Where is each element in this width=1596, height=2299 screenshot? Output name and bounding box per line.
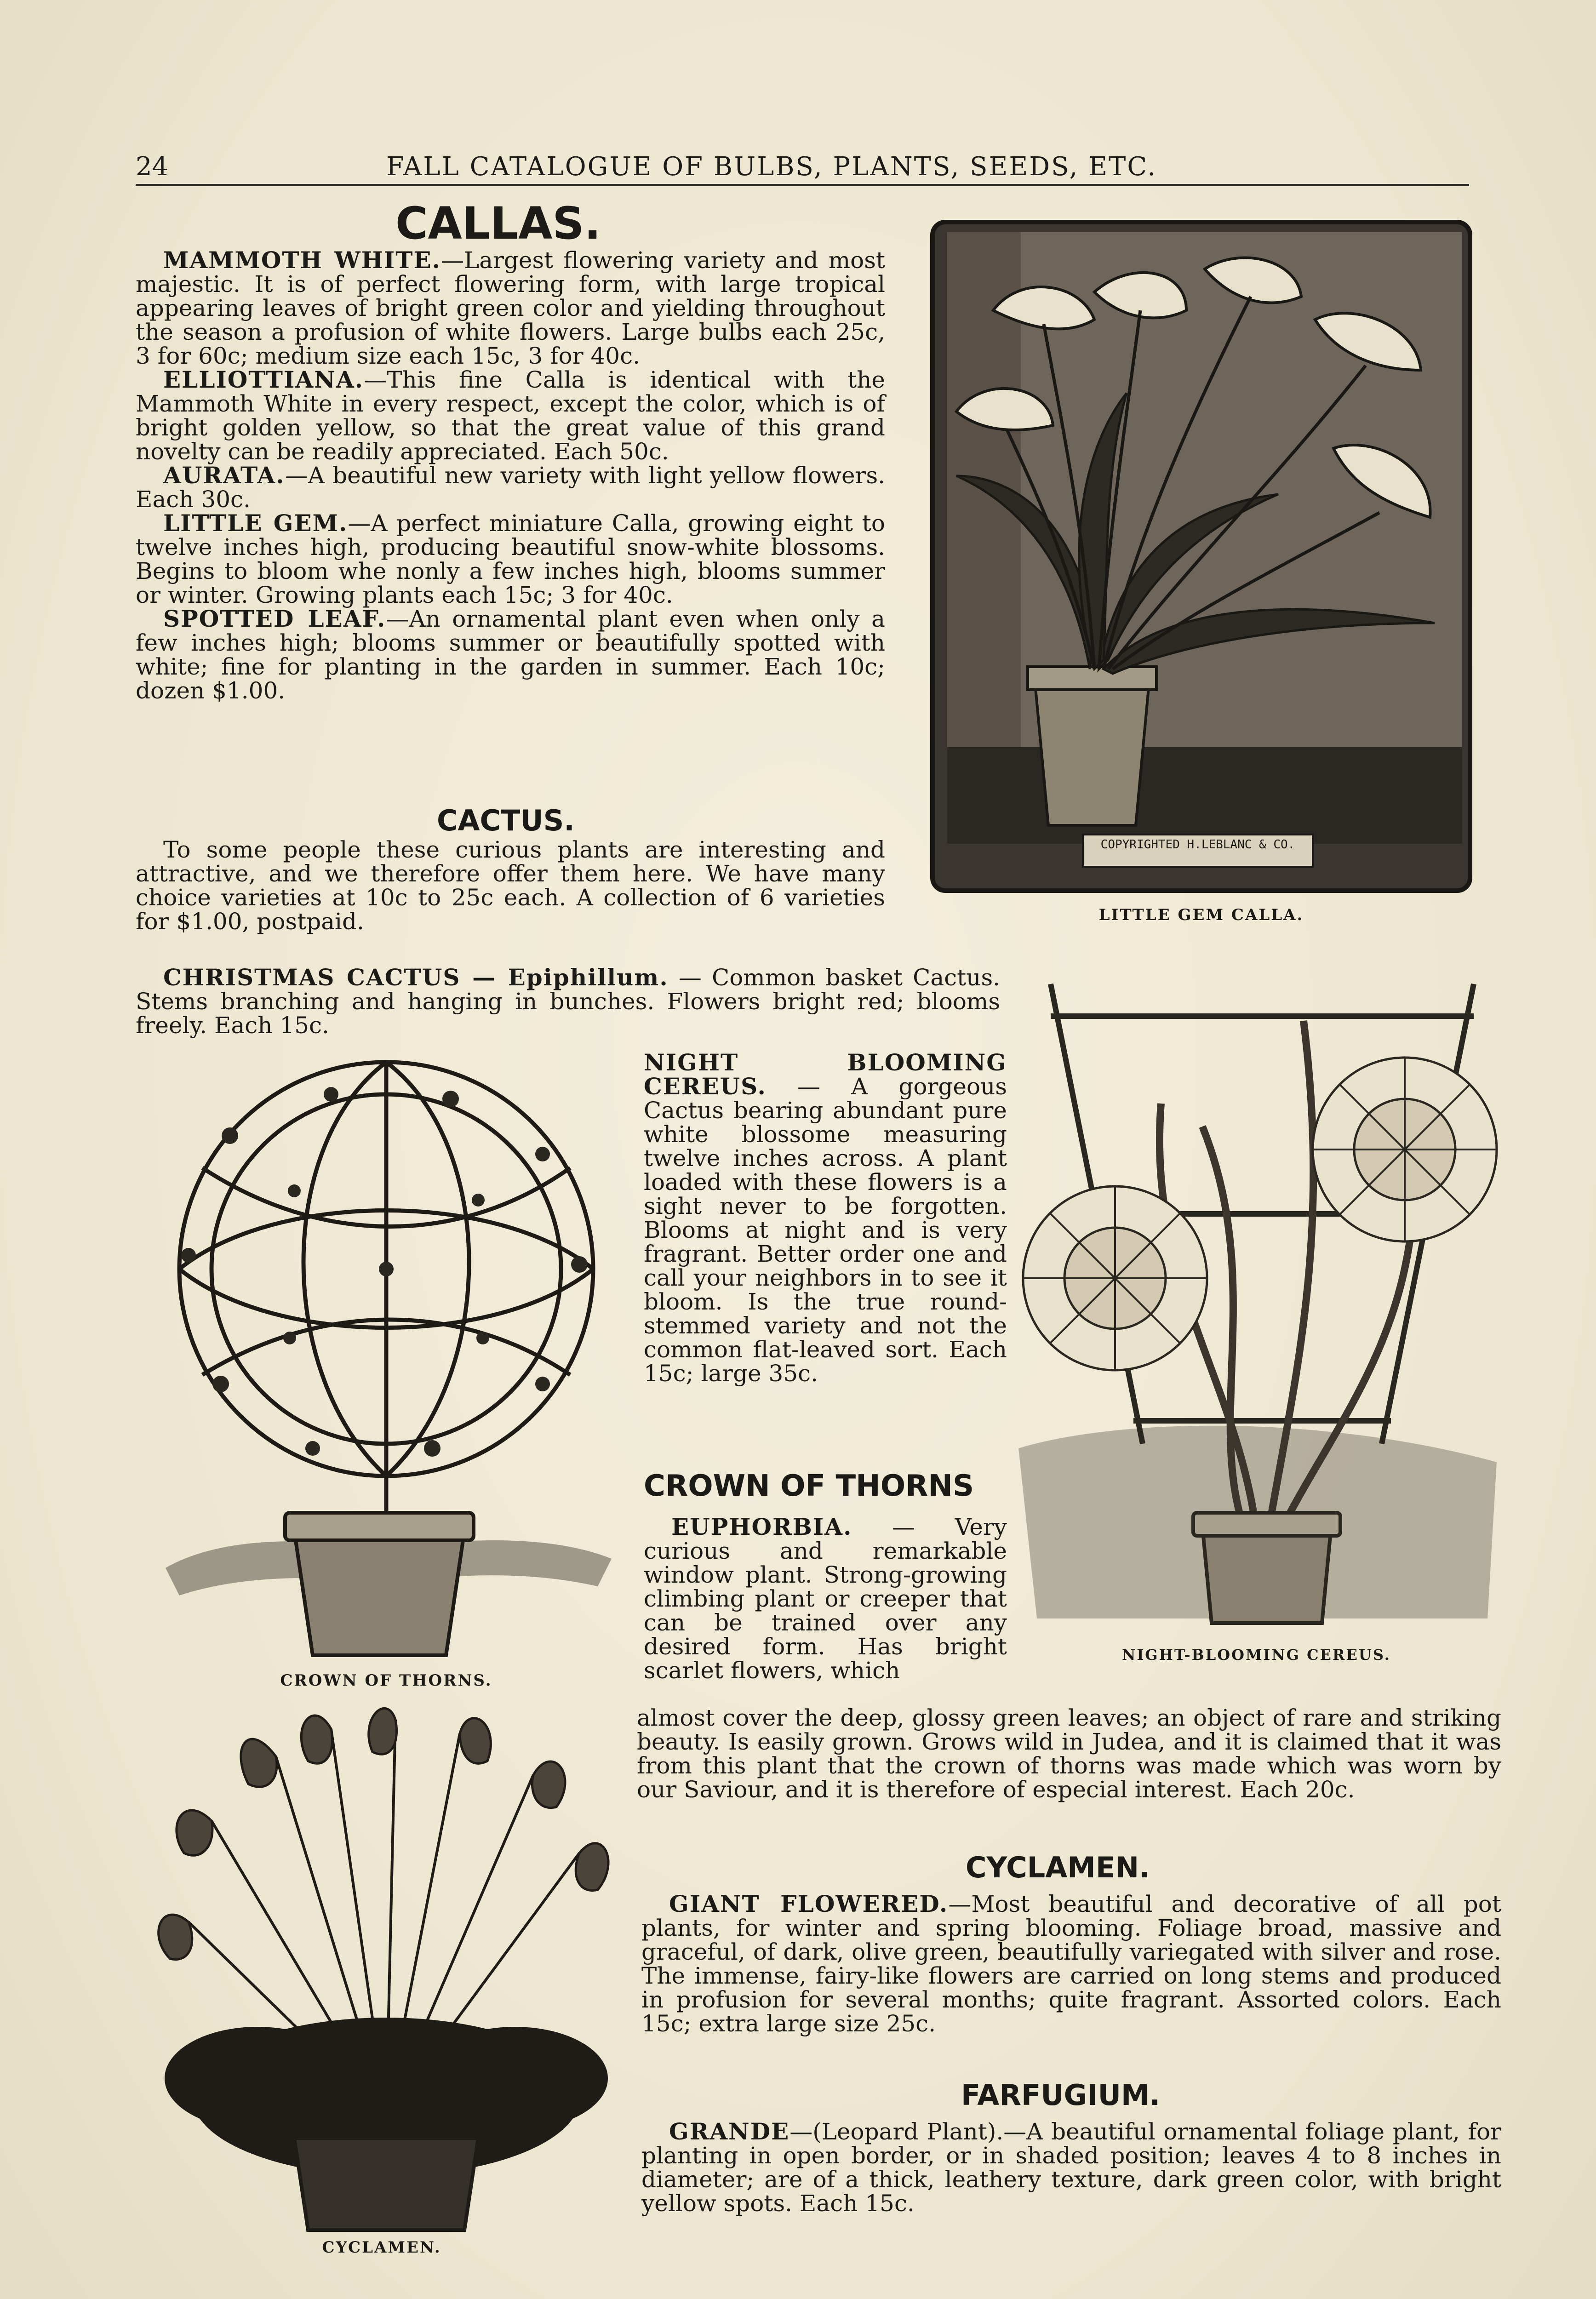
cyclamen-engraving [138,1701,625,2235]
farfugium-text: —(Leopard Plant).—A beautiful ornamental foliage plant, for planting in open border, or in shaded position; leaves 4 to 8 inches in diameter; are of a thick, leathery texture, dark green color, with bright yellow spots. Each 15c. [641,2118,1501,2217]
page-number: 24 [136,152,169,182]
little-gem-calla-caption: LITTLE GEM CALLA. [1098,906,1304,924]
cyclamen-heading: CYCLAMEN. [966,1851,1150,1884]
christmas-cactus-text: — Common basket Cactus. Stems branching and hanging in bunches. Flowers bright red; blooms freely. Each 15c. [136,964,1001,1039]
mammoth-white-text: —Largest flowering variety and most majestic. It is of perfect flowering form, with large tropical appearing leaves of bright green color and yielding throughout the season a profusion of white flowers. Large bulbs each 25c, 3 for 60c; medium size each 15c, 3 for 40c. [136,247,885,369]
aurata-name: AURATA. [163,462,285,489]
night-cereus-name: NIGHT BLOOMING CEREUS. [644,1049,1007,1100]
cactus-intro: To some people these curious plants are interesting and attractive, and we therefore offer them here. We have many choice varieties at 10c to 25c each. A collection of 6 varieties for $1.00, postpaid. [136,836,885,935]
mammoth-white-name: MAMMOTH WHITE. [163,246,441,274]
cactus-heading: CACTUS. [437,804,575,837]
callas-heading: CALLAS. [395,198,601,249]
christmas-cactus-entry [136,966,1000,1037]
crown-heading: CROWN OF THORNS [644,1469,974,1503]
spotted-leaf-name: SPOTTED LEAF. [163,605,386,632]
night-cereus-entry [644,1051,1007,1385]
callas-text [136,248,885,703]
crown-of-thorns-illustration [138,1053,635,1669]
cereus-engraving [1009,966,1504,1637]
farfugium-name: GRANDE [669,2118,790,2145]
little-gem-name: LITTLE GEM. [163,509,348,537]
elliottiana-entry [136,368,885,463]
cyclamen-text: —Most beautiful and decorative of all pot plants, for winter and spring blooming. Foliage broad, massive and graceful, of dark, olive green, beautifully variegated with silver and rose. The immense, fairy-like flowers are carried on long stems and produced in profusion for several months; quite fragrant. Assorted colors. Each 15c; extra large size 25c. [641,1891,1501,2037]
cyclamen-entry [641,1892,1501,2036]
christmas-cactus-name: CHRISTMAS CACTUS — Epiphillum. [163,964,669,991]
euphorbia-name: EUPHORBIA. [671,1513,852,1540]
night-cereus-caption: NIGHT-BLOOMING CEREUS. [1122,1646,1391,1664]
cyclamen-illustration [138,1701,625,2235]
little-gem-calla-illustration [929,218,1474,894]
elliottiana-text: —This fine Calla is identical with the Mammoth White in every respect, except the color, which is of bright golden yellow, so that the great value of this grand novelty can be readily appreciated. Each 50c. [136,366,885,465]
euphorbia-text-b: almost cover the deep, glossy green leaves; an object of rare and striking beauty. Is easily grown. Grows wild in Judea, and it is claimed that it was from this plant that the crown of thorns was made which was worn by our Saviour, and it is therefore of especial interest. Each 20c. [637,1704,1501,1803]
night-cereus-illustration [1009,966,1504,1637]
header-rule [136,184,1469,186]
crown-engraving [138,1053,635,1669]
calla-engraving [929,218,1474,894]
euphorbia-entry-a [644,1515,1007,1682]
mammoth-white-entry [136,248,885,368]
farfugium-heading: FARFUGIUM. [961,2078,1161,2112]
running-title: FALL CATALOGUE OF BULBS, PLANTS, SEEDS, ETC. [386,152,1157,182]
calla-copyright: COPYRIGHTED H.LEBLANC & CO. [1100,838,1295,852]
night-cereus-text: — A gorgeous Cactus bearing abundant pure white blossome measuring twelve inches across. A plant loaded with these flowers is a sight never to be forgotten. Blooms at night and is very fragrant. Better order one and call your neighbors in to see it bloom. Is the true round-stemmed variety and not the common flat-leaved sort. Each 15c; large 35c. [644,1073,1007,1387]
little-gem-text: —A perfect miniature Calla, growing eight to twelve inches high, producing beautiful snow-white blossoms. Begins to bloom whe nonly a few inches high, blooms summer or winter. Growing plants each 15c; 3 for 40c. [136,510,885,608]
elliottiana-name: ELLIOTTIANA. [163,366,364,393]
aurata-text: —A beautiful new variety with light yellow flowers. Each 30c. [136,462,885,513]
little-gem-entry [136,511,885,607]
euphorbia-text-a: — Very curious and remarkable window plant. Strong-growing climbing plant or creeper that can be trained over any desired form. Has bright scarlet flowers, which [644,1514,1007,1684]
farfugium-entry [641,2120,1501,2215]
spotted-leaf-text: —An ornamental plant even when only a few inches high; blooms summer or beautifully spotted with white; fine for planting in the garden in summer. Each 10c; dozen $1.00. [136,606,885,704]
crown-of-thorns-caption: CROWN OF THORNS. [280,1671,492,1690]
spotted-leaf-entry [136,607,885,703]
aurata-entry [136,463,885,511]
cyclamen-caption: CYCLAMEN. [322,2238,441,2257]
cyclamen-name: GIANT FLOWERED. [669,1890,949,1917]
